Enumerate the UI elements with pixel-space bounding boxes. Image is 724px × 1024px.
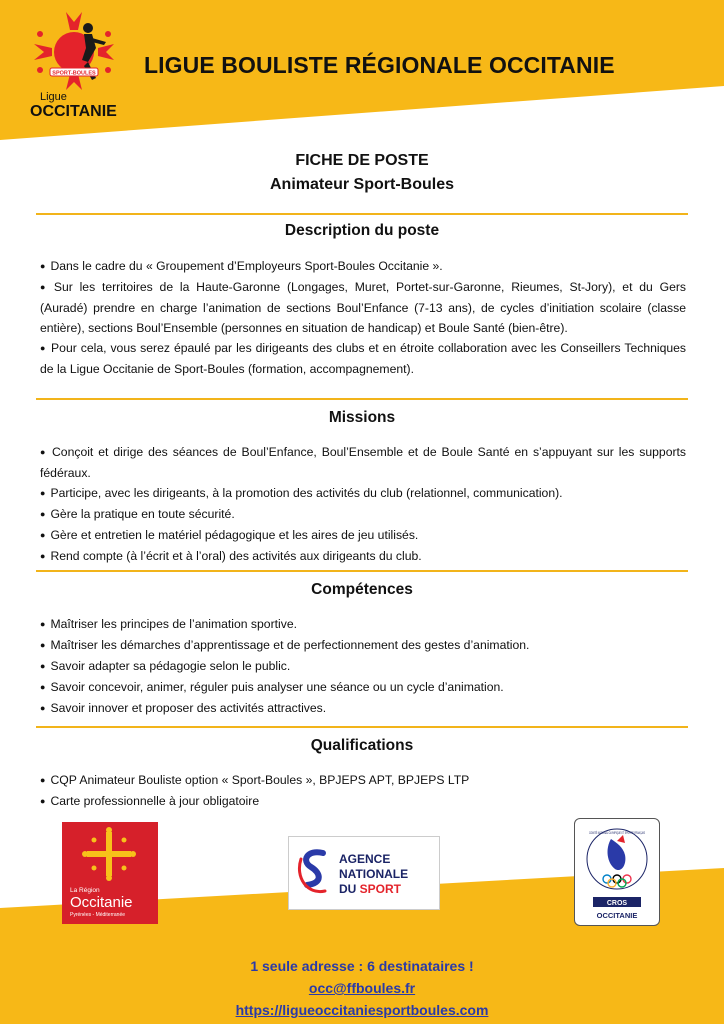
- competences-list: [40, 614, 686, 719]
- doc-subtitle: Animateur Sport-Boules: [269, 176, 454, 193]
- svg-text:NATIONALE: NATIONALE: [339, 867, 409, 881]
- league-title: LIGUE BOULISTE RÉGIONALE OCCITANIE: [144, 52, 615, 78]
- section-divider: [36, 726, 688, 728]
- list-item: ● Conçoit et dirige des séances de Boul’Enfance, Boul’Ensemble et de Boule Santé en s’appuyant sur les supports fédéraux.: [40, 442, 686, 483]
- svg-text:Pyrénées - Méditerranée: Pyrénées - Méditerranée: [70, 912, 126, 918]
- svg-text:COMITÉ NATIONAL OLYMPIQUE ET S: COMITÉ NATIONAL OLYMPIQUE ET SPORTIF FRANÇAIS: [589, 830, 646, 835]
- svg-text:AGENCE: AGENCE: [339, 852, 391, 866]
- ans-s-mark-icon: [289, 837, 439, 909]
- logo-caption-occitanie: OCCITANIE: [30, 103, 117, 120]
- logo-caption-ligue: Ligue: [40, 91, 67, 103]
- list-item: ● Participe, avec les dirigeants, à la promotion des activités du club (relationnel, communication).: [40, 483, 686, 504]
- section-title-description: Description du poste: [284, 222, 440, 239]
- list-item: ● Pour cela, vous serez épaulé par les dirigeants des clubs et en étroite collaboration avec les Conseillers Techniques de la Ligue Occitanie de Sport-Boules (formation, accompagnement).: [40, 338, 686, 379]
- missions-list: [40, 442, 686, 567]
- doc-title: FICHE DE POSTE: [295, 152, 429, 169]
- svg-text:SPORT-BOULES: SPORT-BOULES: [52, 70, 96, 77]
- section-title-qualifications: Qualifications: [310, 737, 414, 754]
- list-item: ● Gère la pratique en toute sécurité.: [40, 504, 686, 525]
- occitan-cross-icon: [62, 822, 158, 924]
- list-item: ● Gère et entretien le matériel pédagogique et les aires de jeu utilisés.: [40, 525, 686, 546]
- footer-website-link[interactable]: https://ligueoccitaniesportboules.com: [235, 1002, 489, 1018]
- list-item: ● Rend compte (à l’écrit et à l’oral) des activités aux dirigeants du club.: [40, 546, 686, 567]
- svg-text:OCCITANIE: OCCITANIE: [596, 911, 638, 920]
- footer-tagline: 1 seule adresse : 6 destinataires !: [250, 958, 474, 974]
- list-item: ● Savoir innover et proposer des activités attractives.: [40, 698, 686, 719]
- section-divider: [36, 398, 688, 400]
- description-list: [40, 256, 686, 379]
- list-item: ● Dans le cadre du « Groupement d’Employeurs Sport-Boules Occitanie ».: [40, 256, 686, 277]
- svg-text:CROS: CROS: [606, 900, 628, 907]
- list-item: ● Maîtriser les démarches d’apprentissage et de perfectionnement des gestes d’animation.: [40, 635, 686, 656]
- svg-text:La Région: La Région: [70, 887, 100, 894]
- list-item: ● Savoir concevoir, animer, réguler puis analyser une séance ou un cycle d’animation.: [40, 677, 686, 698]
- league-logo: [26, 8, 122, 120]
- footer-email-link[interactable]: occ@ffboules.fr: [308, 980, 416, 996]
- list-item: ● Carte professionnelle à jour obligatoire: [40, 791, 686, 812]
- svg-text:DU SPORT: DU SPORT: [339, 882, 402, 896]
- section-title-missions: Missions: [328, 409, 396, 426]
- section-divider: [36, 570, 688, 572]
- list-item: ● Savoir adapter sa pédagogie selon le public.: [40, 656, 686, 677]
- ans-logo: [288, 836, 440, 910]
- qualifications-list: [40, 770, 686, 812]
- section-title-competences: Compétences: [311, 581, 413, 598]
- list-item: ● Sur les territoires de la Haute-Garonne (Longages, Muret, Portet-sur-Garonne, Rieumes, St-Jory), et du Gers (Auradé) prendre en charge l’animation de sections Boul’Enfance (7-13 ans), de cycles d’initiation scolaire (classe entière), sections Boul’Ensemble (personnes en situation de handicap) et Boule Santé (bien-être).: [40, 277, 686, 338]
- list-item: ● CQP Animateur Bouliste option « Sport-Boules », BPJEPS APT, BPJEPS LTP: [40, 770, 686, 791]
- occitan-cross-player-logo: [26, 8, 122, 120]
- rooster-olympic-rings-icon: [575, 819, 659, 925]
- cros-occitanie-logo: [574, 818, 660, 926]
- svg-text:Occitanie: Occitanie: [70, 894, 133, 911]
- list-item: ● Maîtriser les principes de l’animation sportive.: [40, 614, 686, 635]
- section-divider: [36, 213, 688, 215]
- region-occitanie-logo: [62, 822, 158, 924]
